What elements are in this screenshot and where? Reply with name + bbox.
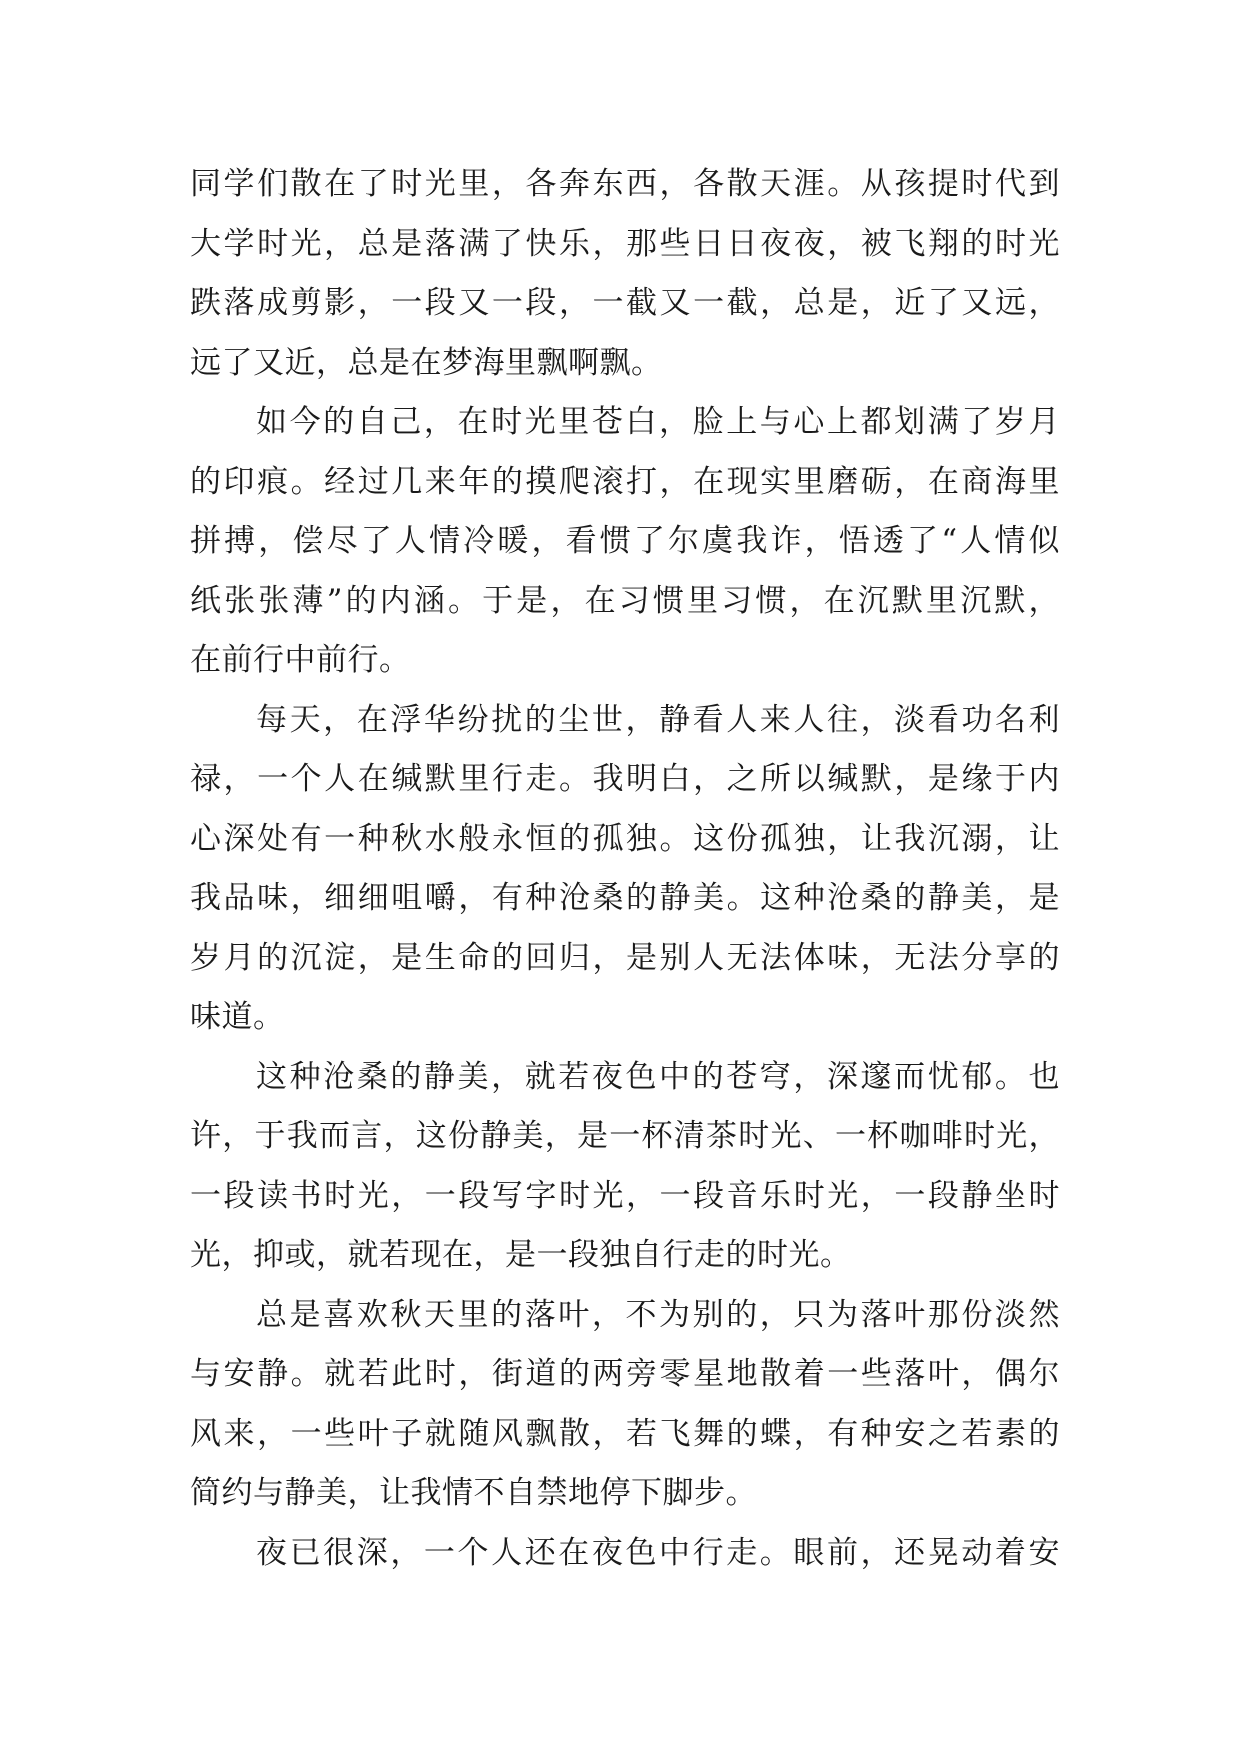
text-line: 大学时光，总是落满了快乐，那些日日夜夜，被飞翔的时光	[190, 225, 1060, 262]
text-line: 的印痕。经过几来年的摸爬滚打，在现实里磨砺，在商海里	[190, 463, 1060, 500]
text-line: 禄，一个人在缄默里行走。我明白，之所以缄默，是缘于内	[190, 761, 1060, 797]
text-line: 心深处有一种秋水般永恒的孤独。这份孤独，让我沉溺，让	[190, 820, 1060, 857]
text-line: 远了又近，总是在梦海里飘啊飘。	[190, 344, 663, 381]
body-text	[190, 155, 1060, 1583]
text-line: 同学们散在了时光里，各奔东西，各散天涯。从孩提时代到	[190, 166, 1060, 202]
text-line: 跌落成剪影，一段又一段，一截又一截，总是，近了又远，	[190, 285, 1060, 321]
text-line: 夜已很深，一个人还在夜色中行走。眼前，还晃动着安	[256, 1534, 1060, 1571]
text-line: 与安静。就若此时，街道的两旁零星地散着一些落叶，偶尔	[190, 1356, 1060, 1392]
text-line: 如今的自己，在时光里苍白，脸上与心上都划满了岁月	[256, 404, 1060, 440]
text-line: 拼搏，偿尽了人情冷暖，看惯了尔虞我诈，悟透了“人情似	[190, 523, 1060, 559]
text-line: 岁月的沉淀，是生命的回归，是别人无法体味，无法分享的	[190, 939, 1060, 976]
text-line: 纸张张薄”的内涵。于是，在习惯里习惯，在沉默里沉默，	[190, 582, 1060, 619]
text-line: 简约与静美，让我情不自禁地停下脚步。	[190, 1475, 757, 1511]
text-line: 许，于我而言，这份静美，是一杯清茶时光、一杯咖啡时光，	[190, 1118, 1060, 1154]
text-line: 在前行中前行。	[190, 642, 411, 678]
text-line: 总是喜欢秋天里的落叶，不为别的，只为落叶那份淡然	[256, 1296, 1060, 1333]
text-line: 我品味，细细咀嚼，有种沧桑的静美。这种沧桑的静美，是	[190, 880, 1060, 916]
text-line: 光，抑或，就若现在，是一段独自行走的时光。	[190, 1237, 852, 1273]
text-line: 一段读书时光，一段写字时光，一段音乐时光，一段静坐时	[190, 1177, 1060, 1214]
text-line: 味道。	[190, 999, 285, 1035]
text-line: 每天，在浮华纷扰的尘世，静看人来人往，淡看功名利	[256, 701, 1060, 738]
text-line: 风来，一些叶子就随风飘散，若飞舞的蝶，有种安之若素的	[190, 1415, 1060, 1452]
text-line: 这种沧桑的静美，就若夜色中的苍穹，深邃而忧郁。也	[256, 1058, 1060, 1095]
